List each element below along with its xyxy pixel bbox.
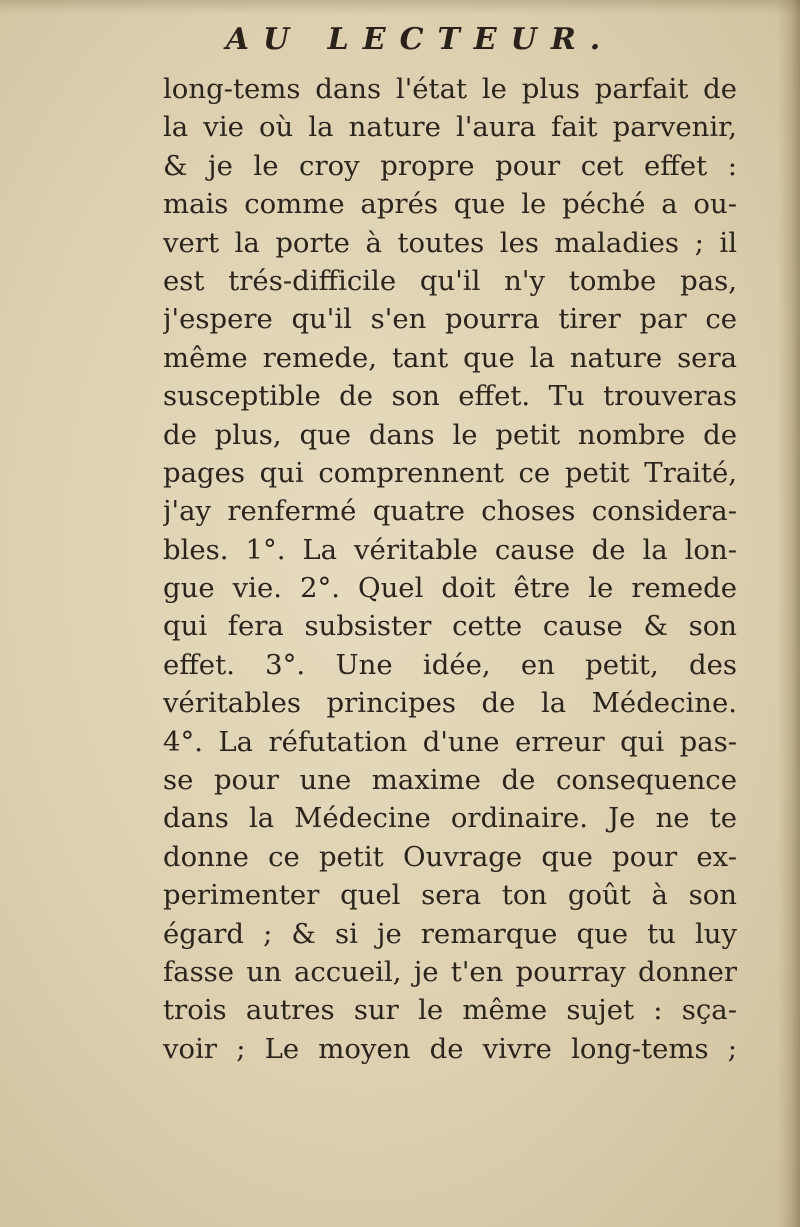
text-line: long-tems dans l'état le plus parfait de xyxy=(163,73,737,105)
running-head: AU LECTEUR. xyxy=(225,22,615,57)
text-line: dans la Médecine ordinaire. Je ne te xyxy=(163,802,737,835)
text-line: mais comme aprés que le péché a ou- xyxy=(163,188,737,221)
page-edge-shadow xyxy=(778,0,800,1227)
text-line: 4°. La réfutation d'une erreur qui pas- xyxy=(163,725,737,758)
text-line: fasse un accueil, je t'en pourray donner xyxy=(163,955,737,988)
text-line: qui fera subsister cette cause & son xyxy=(163,610,737,643)
text-line: bles. 1°. La véritable cause de la lon- xyxy=(163,533,737,566)
text-line: trois autres sur le même sujet : sça- xyxy=(163,994,737,1027)
page-top-shadow xyxy=(0,0,800,14)
text-line: pages qui comprennent ce petit Traité, xyxy=(163,456,737,489)
text-line: j'espere qu'il s'en pourra tirer par ce xyxy=(163,303,737,336)
text-line: j'ay renfermé quatre choses considera- xyxy=(163,495,737,528)
text-line: de plus, que dans le petit nombre de xyxy=(163,418,737,451)
text-line: la vie où la nature l'aura fait parvenir, xyxy=(163,111,737,144)
text-line: gue vie. 2°. Quel doit être le remede xyxy=(163,572,737,605)
text-line: vert la porte à toutes les maladies ; il xyxy=(163,226,737,259)
text-line: voir ; Le moyen de vivre long-tems ; xyxy=(163,1032,737,1065)
body-text xyxy=(163,70,737,1068)
text-line: perimenter quel sera ton goût à son xyxy=(163,879,737,912)
text-line: véritables principes de la Médecine. xyxy=(163,687,737,720)
text-line: donne ce petit Ouvrage que pour ex- xyxy=(163,840,737,873)
text-line: susceptible de son effet. Tu trouveras xyxy=(163,380,737,413)
text-line: se pour une maxime de consequence xyxy=(163,764,737,797)
text-line: même remede, tant que la nature sera xyxy=(163,341,737,374)
text-line: égard ; & si je remarque que tu luy xyxy=(163,917,737,950)
text-line: est trés-difficile qu'il n'y tombe pas, xyxy=(163,264,737,297)
text-line: effet. 3°. Une idée, en petit, des xyxy=(163,648,737,681)
text-line: & je le croy propre pour cet effet : xyxy=(163,149,737,182)
